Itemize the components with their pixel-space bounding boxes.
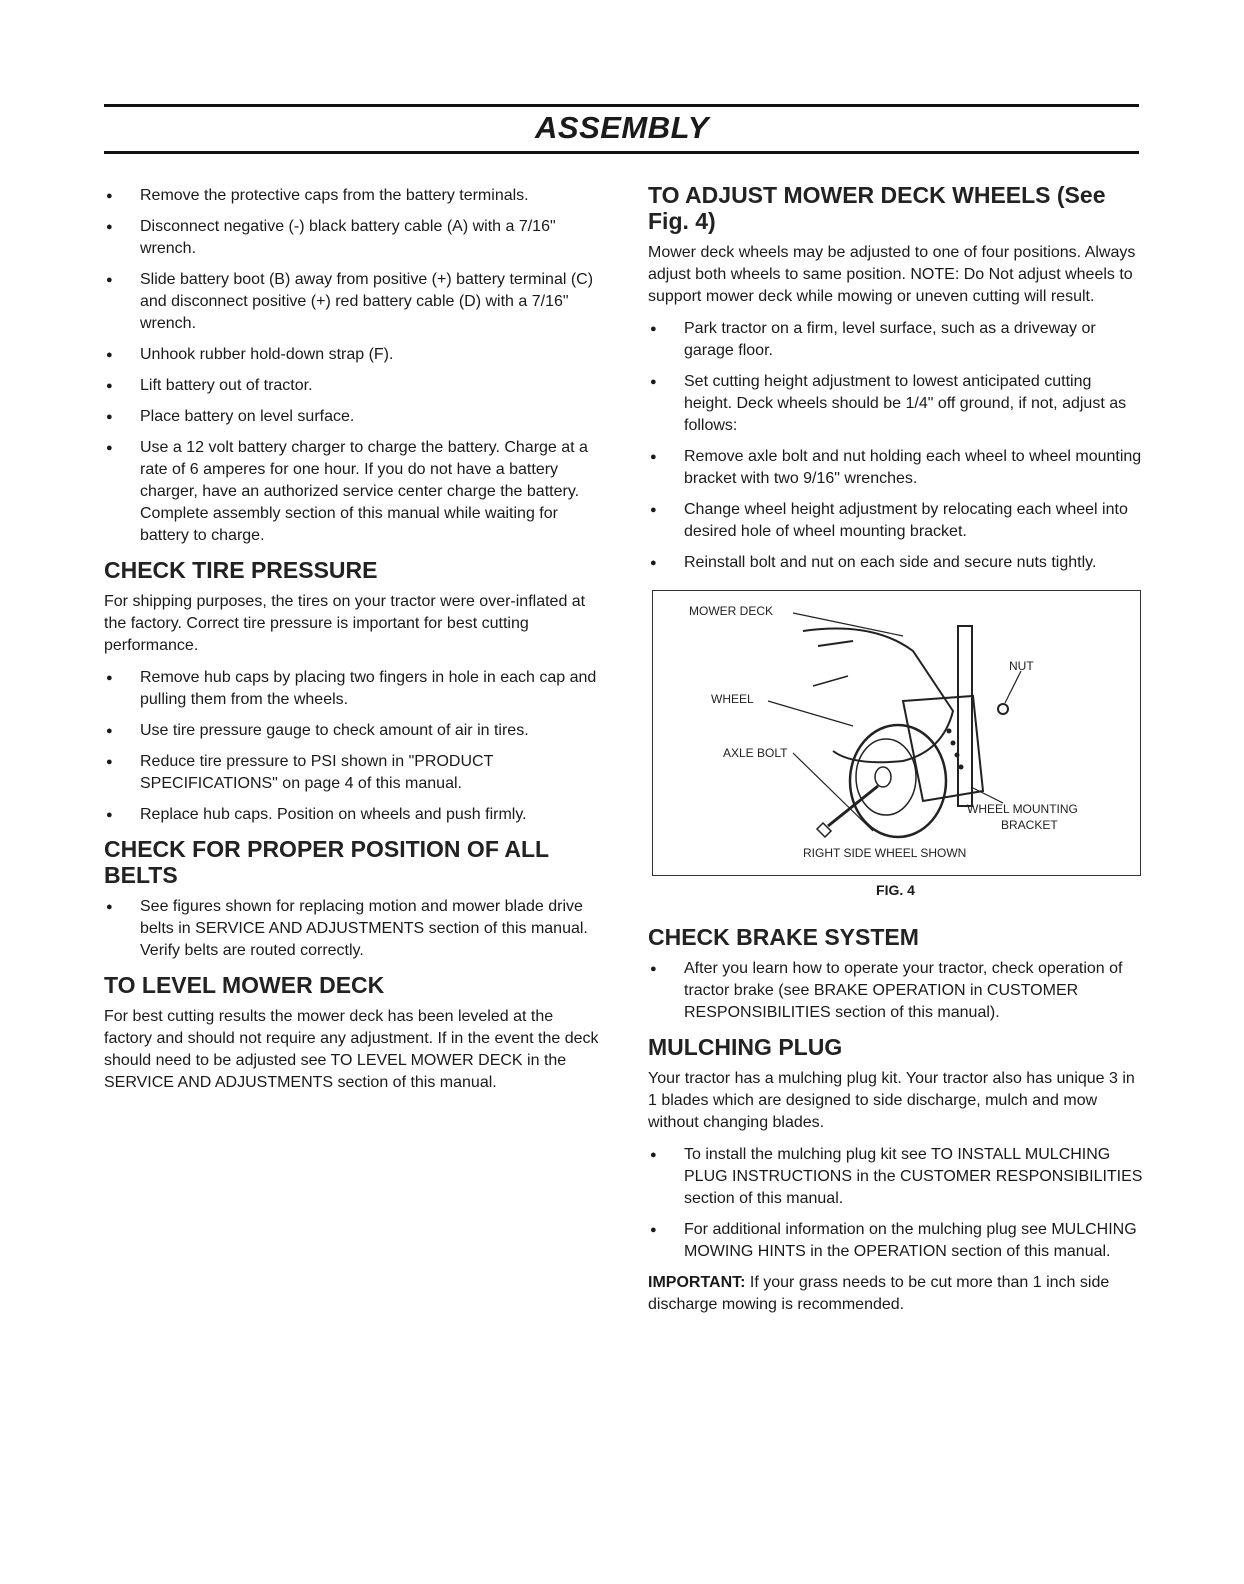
list-item: ● Change wheel height adjustment by relocating each wheel into desired hole of wheel mounting bracket. (648, 499, 1143, 543)
label-mower-deck: MOWER DECK (689, 604, 773, 618)
list-item: ● Use a 12 volt battery charger to charge the battery. Charge at a rate of 6 amperes for one hour. If you do not have a battery charger, have an authorized service center charge the battery. Complete assembly section of this manual while waiting for battery to charge. (104, 437, 604, 547)
header-rule-bottom (104, 151, 1139, 154)
brake-steps (648, 958, 1143, 1024)
list-item: ● Reinstall bolt and nut on each side and secure nuts tightly. (648, 552, 1143, 574)
important-text: If your grass needs to be cut more than 1 inch side discharge mowing is recommended. (648, 1274, 1110, 1313)
tire-steps (104, 667, 604, 826)
deck-edge (818, 641, 853, 646)
list-item: ● Remove axle bolt and nut holding each wheel to wheel mounting bracket with two 9/16" wrenches. (648, 446, 1143, 490)
list-item: ● Set cutting height adjustment to lowest anticipated cutting height. Deck wheels should be 1/4" off ground, if not, adjust as follows: (648, 371, 1143, 437)
tire-intro: For shipping purposes, the tires on your tractor were over-inflated at the factory. Correct tire pressure is important for best cutting performance. (104, 593, 586, 654)
post (958, 626, 972, 806)
label-nut: NUT (1009, 659, 1034, 673)
mulching-heading: MULCHING PLUG (648, 1034, 843, 1060)
list-item: ● Park tractor on a firm, level surface, such as a driveway or garage floor. (648, 318, 1143, 362)
battery-steps (104, 185, 604, 547)
label-bracket-line2: BRACKET (1001, 818, 1058, 832)
level-heading: TO LEVEL MOWER DECK (104, 972, 385, 998)
mulching-intro: Your tractor has a mulching plug kit. Your tractor also has unique 3 in 1 blades which are designed to side discharge, mulch and mow without changing blades. (648, 1070, 1135, 1131)
list-item: ● Remove hub caps by placing two fingers in hole in each cap and pulling them from the wheels. (104, 667, 604, 711)
list-item: ● Remove the protective caps from the battery terminals. (104, 185, 604, 207)
list-item: ● Replace hub caps. Position on wheels and push firmly. (104, 804, 604, 826)
header-rule-top (104, 104, 1139, 107)
list-item: ● Place battery on level surface. (104, 406, 604, 428)
belts-steps (104, 896, 604, 962)
belts-heading: CHECK FOR PROPER POSITION OF ALL BELTS (104, 836, 549, 888)
figure-4 (652, 590, 1141, 876)
list-item: ● Reduce tire pressure to PSI shown in "PRODUCT SPECIFICATIONS" on page 4 of this manual. (104, 751, 604, 795)
right-column (648, 182, 1143, 1326)
list-item: ● Slide battery boot (B) away from positive (+) battery terminal (C) and disconnect positive (+) red battery cable (D) with a 7/16" wrench. (104, 269, 604, 335)
axle-bolt-shape (828, 786, 878, 826)
label-axle-bolt: AXLE BOLT (723, 746, 788, 760)
nut-shape (998, 704, 1008, 714)
wheels-steps (648, 318, 1143, 574)
list-item: ● Use tire pressure gauge to check amount of air in tires. (104, 720, 604, 742)
mulching-steps (648, 1144, 1143, 1263)
figure-caption: FIG. 4 (876, 882, 915, 898)
important-label: IMPORTANT: (648, 1274, 746, 1291)
label-wheel: WHEEL (711, 692, 754, 706)
left-column (104, 185, 604, 1104)
level-text: For best cutting results the mower deck has been leveled at the factory and should not require any adjustment. If in the event the deck should need to be adjusted see TO LEVEL MOWER DECK in the SERVICE AND ADJUSTMENTS section of this manual. (104, 1008, 599, 1091)
list-item: ● For additional information on the mulching plug see MULCHING MOWING HINTS in the OPERATION section of this manual. (648, 1219, 1143, 1263)
wheels-heading: TO ADJUST MOWER DECK WHEELS (See Fig. 4) (648, 182, 1106, 234)
list-item: ● Unhook rubber hold-down strap (F). (104, 344, 604, 366)
wheels-intro: Mower deck wheels may be adjusted to one of four positions. Always adjust both wheels to same position. NOTE: Do Not adjust wheels to support mower deck while mowing or uneven cutting will result. (648, 244, 1136, 305)
list-item: ● See figures shown for replacing motion and mower blade drive belts in SERVICE AND ADJUSTMENTS section of this manual. Verify belts are routed correctly. (104, 896, 604, 962)
label-bottom: RIGHT SIDE WHEEL SHOWN (803, 846, 967, 860)
list-item: ● To install the mulching plug kit see TO INSTALL MULCHING PLUG INSTRUCTIONS in the CUSTOMER RESPONSIBILITIES section of this manual. (648, 1144, 1143, 1210)
label-bracket-line1: WHEEL MOUNTING (967, 802, 1078, 816)
deck-edge (813, 676, 848, 686)
list-item: ● Disconnect negative (-) black battery cable (A) with a 7/16" wrench. (104, 216, 604, 260)
list-item: ● After you learn how to operate your tractor, check operation of tractor brake (see BRAKE OPERATION in CUSTOMER RESPONSIBILITIES section of this manual). (648, 958, 1143, 1024)
page-title: ASSEMBLY (535, 110, 709, 145)
brake-heading: CHECK BRAKE SYSTEM (648, 924, 919, 950)
wheel-diagram (653, 591, 1140, 875)
deck-outline (803, 629, 953, 763)
list-item: ● Lift battery out of tractor. (104, 375, 604, 397)
tire-heading: CHECK TIRE PRESSURE (104, 557, 378, 583)
important-note (648, 1272, 1143, 1316)
